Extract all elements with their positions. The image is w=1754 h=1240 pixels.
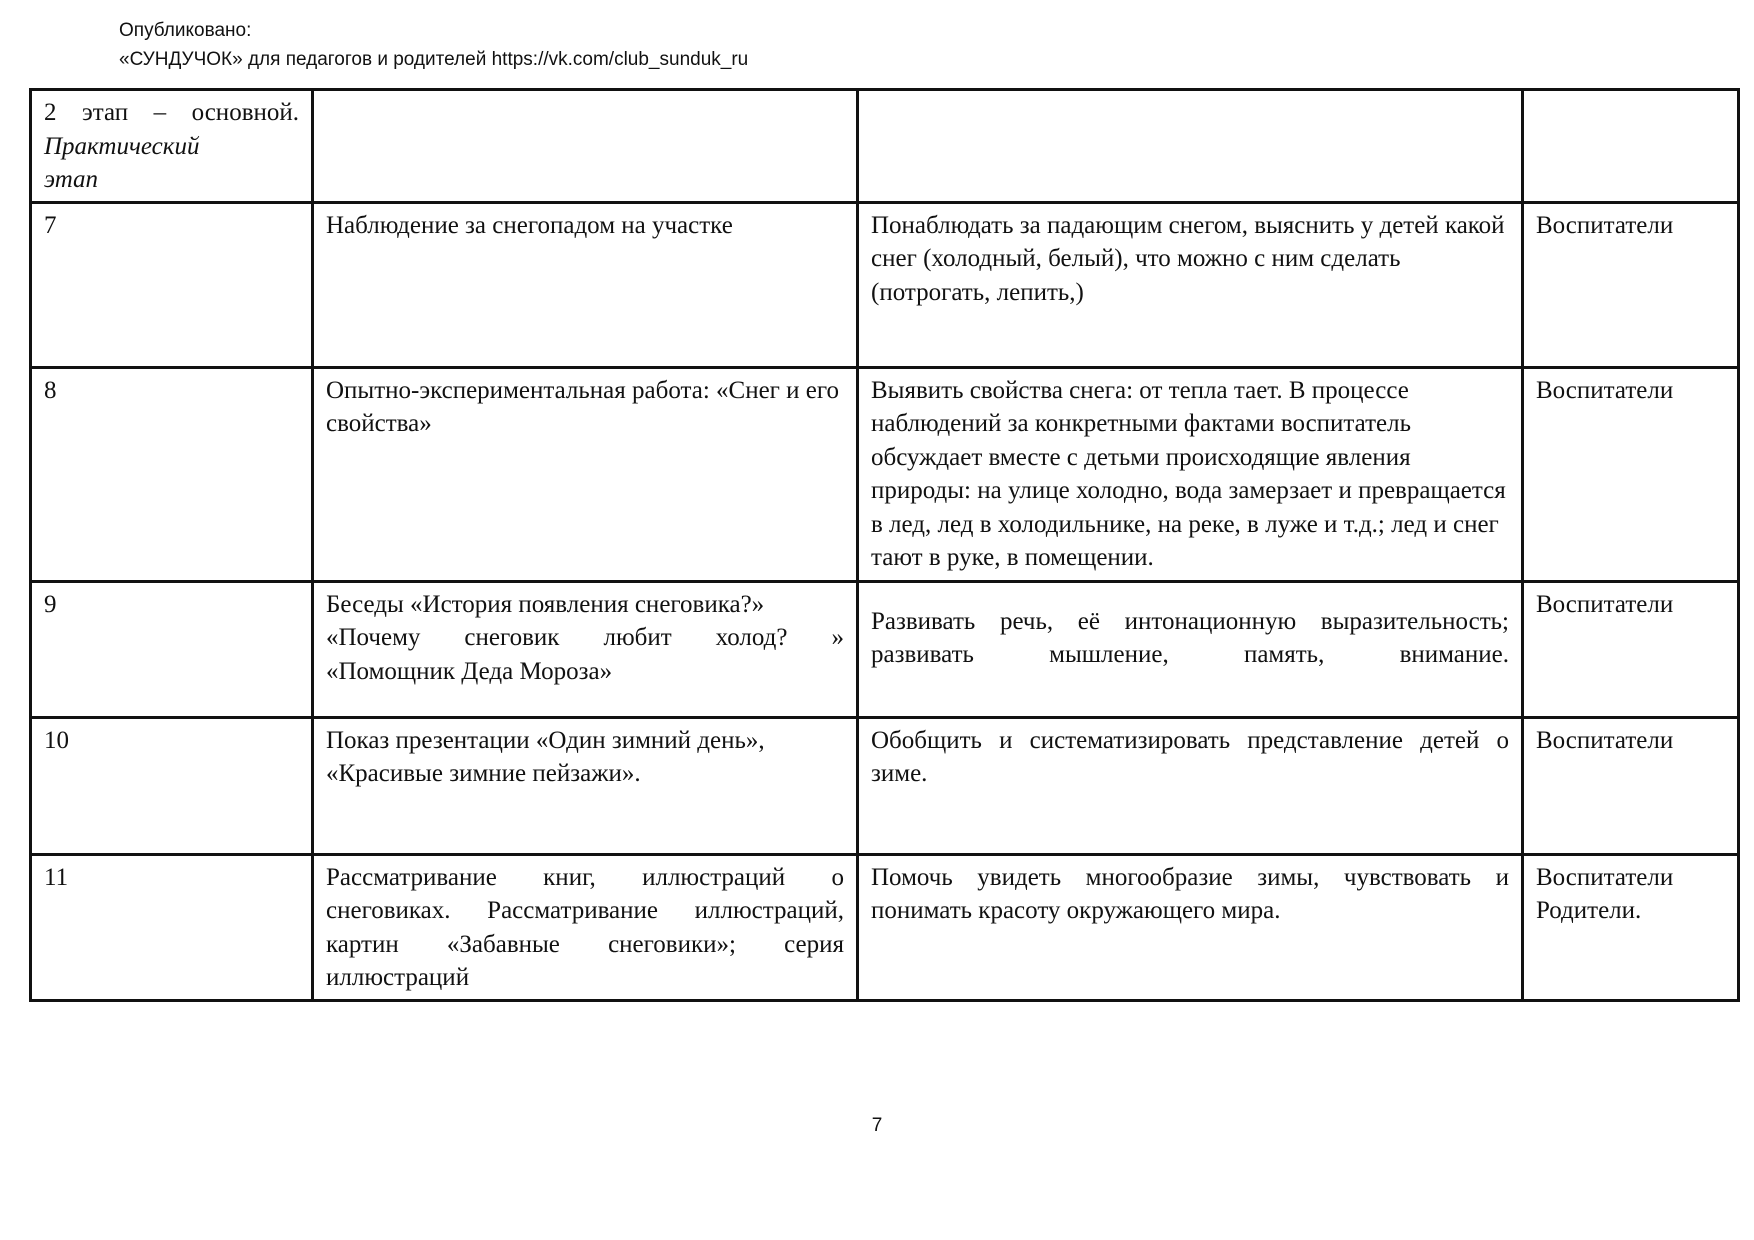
stage-subtitle: Практический xyxy=(44,132,200,160)
table-row-stage xyxy=(31,90,1739,203)
stage-title: 2 этап – основной. xyxy=(44,99,299,126)
table-row xyxy=(31,367,1739,581)
row-activity: Рассматривание книг, иллюстраций о снеговиках. Рассматривание иллюстраций, картин «Забавные снеговики»; серия иллюстраций xyxy=(313,854,858,1000)
responsible-line: Родители. xyxy=(1536,897,1642,924)
row-responsible: Воспитатели xyxy=(1523,581,1739,717)
row-number: 8 xyxy=(31,367,313,581)
row-responsible: Воспитатели xyxy=(1523,717,1739,854)
page-header xyxy=(119,16,748,74)
row-responsible xyxy=(1523,854,1739,1000)
activity-line: «Почему снеговик любит холод? » xyxy=(326,624,844,651)
row-number: 10 xyxy=(31,717,313,854)
page-number: 7 xyxy=(871,1115,883,1136)
stage-activity-cell xyxy=(313,90,858,203)
stage-cell xyxy=(31,90,313,203)
project-plan-table xyxy=(29,88,1740,1002)
table-row xyxy=(31,202,1739,367)
row-number: 9 xyxy=(31,581,313,717)
row-activity: Показ презентации «Один зимний день», «Красивые зимние пейзажи». xyxy=(313,717,858,854)
row-responsible: Воспитатели xyxy=(1523,202,1739,367)
row-number: 11 xyxy=(31,854,313,1000)
responsible-line: Воспитатели xyxy=(1536,863,1674,891)
row-goal: Понаблюдать за падающим снегом, выяснить у детей какой снег (холодный, белый), что можно с ним сделать (потрогать, лепить,) xyxy=(858,202,1523,367)
row-activity: Наблюдение за снегопадом на участке xyxy=(313,202,858,367)
table-row xyxy=(31,581,1739,717)
published-label: Опубликовано: xyxy=(119,20,252,41)
publisher-line: «СУНДУЧОК» для педагогов и родителей https://vk.com/club_sunduk_ru xyxy=(119,49,749,70)
activity-line: Беседы «История появления снеговика?» xyxy=(326,590,765,618)
row-activity xyxy=(313,581,858,717)
row-goal: Выявить свойства снега: от тепла тает. В процессе наблюдений за конкретными фактами воспитатель обсуждает вместе с детьми происходящие явления природы: на улице холодно, вода замерзает и превращается в лед, лед в холодильнике, на реке, в луже и т.д.; лед и снег тают в руке, в помещении. xyxy=(858,367,1523,581)
row-goal: Помочь увидеть многообразие зимы, чувствовать и понимать красоту окружающего мира. xyxy=(858,854,1523,1000)
table-row xyxy=(31,717,1739,854)
row-goal: Развивать речь, её интонационную выразительность; развивать мышление, память, внимание. xyxy=(858,581,1523,717)
row-responsible: Воспитатели xyxy=(1523,367,1739,581)
activity-line: «Помощник Деда Мороза» xyxy=(326,657,613,685)
stage-responsible-cell xyxy=(1523,90,1739,203)
row-activity: Опытно-экспериментальная работа: «Снег и его свойства» xyxy=(313,367,858,581)
table-row xyxy=(31,854,1739,1000)
stage-goal-cell xyxy=(858,90,1523,203)
stage-subtitle-cont: этап xyxy=(44,166,99,193)
row-goal: Обобщить и систематизировать представление детей о зиме. xyxy=(858,717,1523,854)
row-number: 7 xyxy=(31,202,313,367)
